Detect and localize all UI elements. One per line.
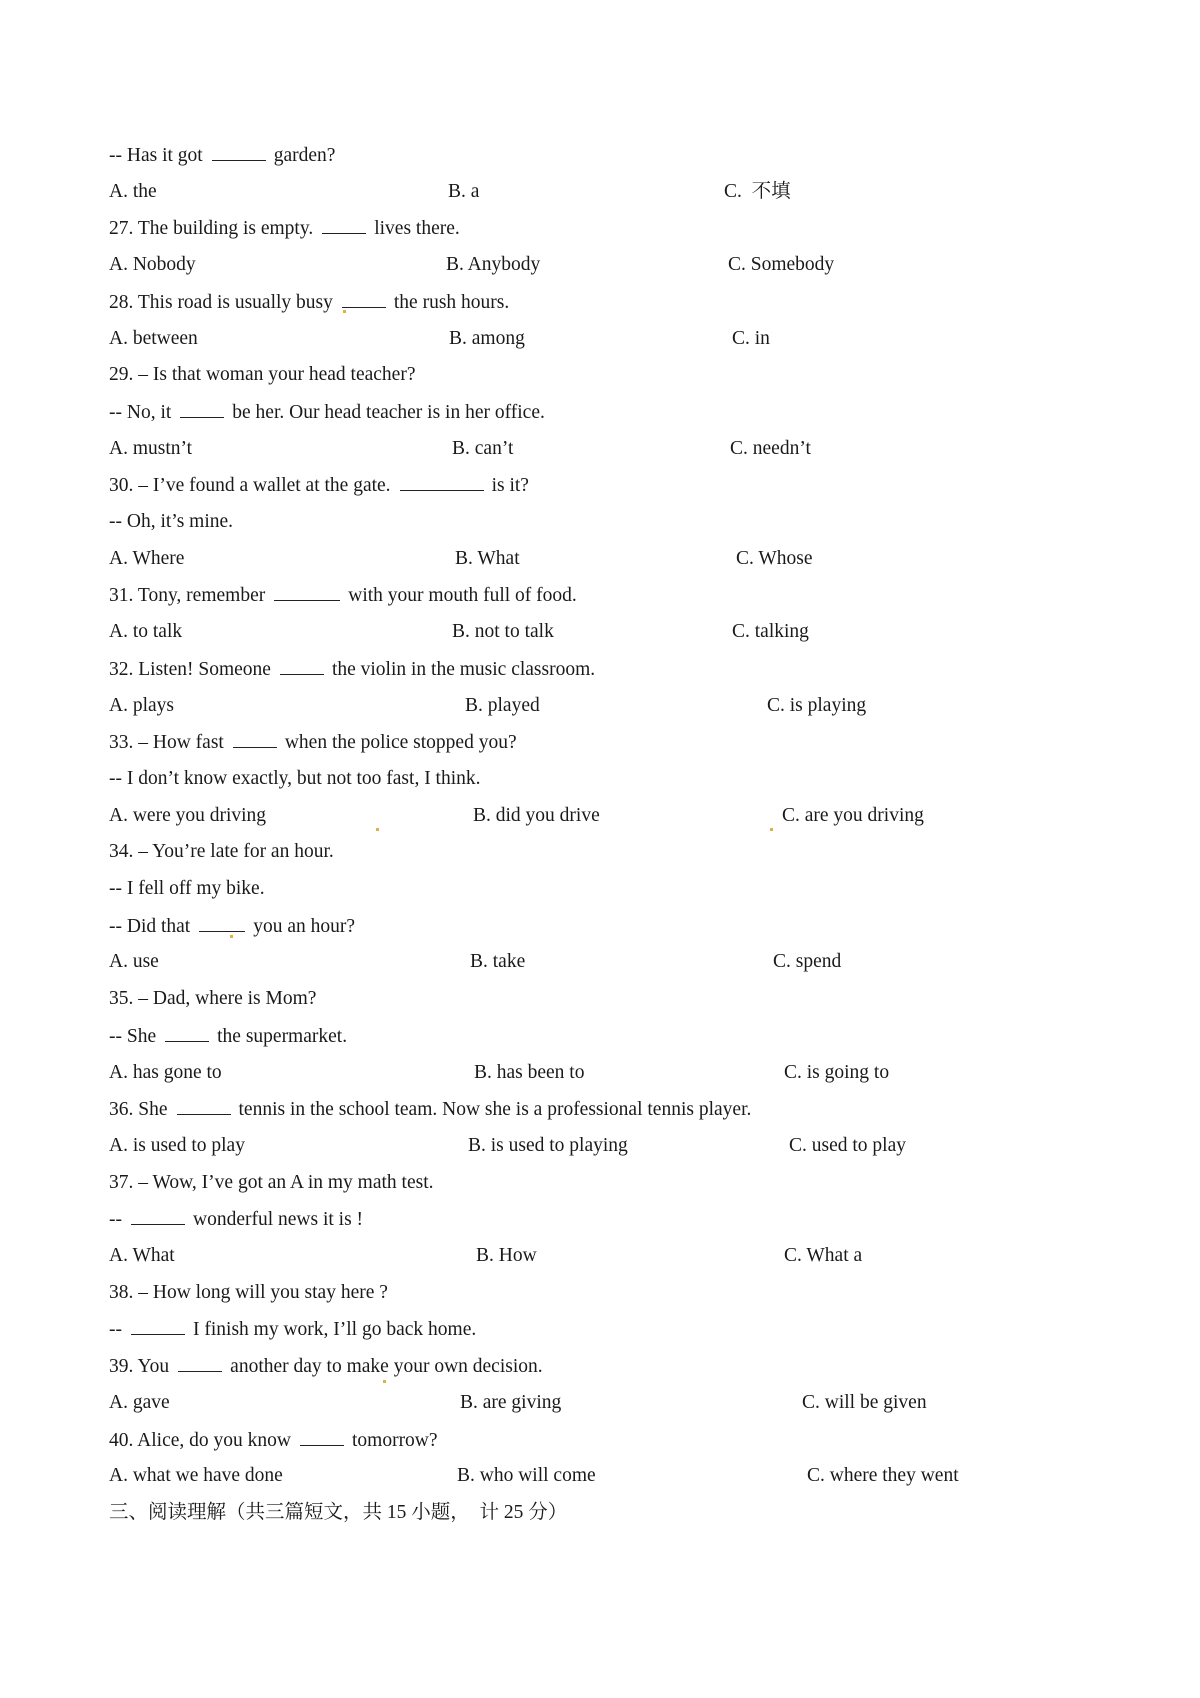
question-text: 28. This road is usually busy [109,292,333,313]
question-line [109,1314,476,1344]
option-a: A. has gone to [109,1062,222,1083]
question-text: 37. – Wow, I’ve got an A in my math test. [109,1172,434,1193]
question-text: -- Has it got [109,145,203,166]
question-text: 38. – How long will you stay here ? [109,1282,388,1303]
option-a: A. what we have done [109,1465,283,1486]
question-line [109,654,595,684]
question-text-after-blank: tomorrow? [351,1430,438,1451]
question-text: -- [109,1209,122,1230]
question-text: 30. – I’ve found a wallet at the gate. [109,475,391,496]
answer-blank [400,470,484,491]
question-line [109,727,517,757]
scan-artifact-dot [343,310,346,313]
question-text: -- Oh, it’s mine. [109,511,234,532]
question-text-after-blank: I finish my work, I’ll go back home. [193,1319,477,1340]
question-line [109,213,460,243]
answer-blank [212,140,266,161]
option-a: A. is used to play [109,1135,245,1156]
answer-blank [180,397,224,418]
question-text: 27. The building is empty. [109,218,314,239]
option-a: A. the [109,181,157,202]
question-text-after-blank: another day to make your own decision. [230,1356,543,1377]
option-a: A. Where [109,548,185,569]
option-c: C. where they went [807,1465,959,1486]
answer-blank [342,287,386,308]
question-line [109,360,415,390]
option-c: C. spend [773,951,842,972]
answer-blank [131,1314,185,1335]
question-text: -- I fell off my bike. [109,878,265,899]
option-b: B. take [470,951,526,972]
question-text-after-blank: when the police stopped you? [284,732,517,753]
answer-blank [131,1204,185,1225]
scan-artifact-dot [376,828,379,831]
option-b: B. did you drive [473,805,600,826]
question-text: -- I don’t know exactly, but not too fast, I think. [109,768,481,789]
answer-blank [199,911,245,932]
option-c: C. used to play [789,1135,906,1156]
question-line [109,764,481,794]
answer-blank [233,727,277,748]
option-b: B. has been to [474,1062,585,1083]
question-line [109,1425,438,1455]
answer-blank [280,654,324,675]
option-a: A. to talk [109,621,183,642]
option-a: A. mustn’t [109,438,193,459]
question-text: 39. You [109,1356,170,1377]
question-line [109,837,334,867]
option-a: A. between [109,328,198,349]
scan-artifact-dot [770,828,773,831]
question-line [109,1094,751,1124]
question-text-after-blank: tennis in the school team. Now she is a professional tennis player. [238,1099,752,1120]
option-b: B. is used to playing [468,1135,628,1156]
question-line [109,1278,388,1308]
option-c: C. is going to [784,1062,890,1083]
option-b: B. a [448,181,480,202]
answer-blank [322,213,366,234]
question-text: 40. Alice, do you know [109,1430,291,1451]
option-a: A. Nobody [109,254,196,275]
question-text-after-blank: the violin in the music classroom. [331,659,596,680]
question-text-after-blank: be her. Our head teacher is in her office. [232,402,545,423]
question-text-after-blank: with your mouth full of food. [348,585,577,606]
question-text-after-blank: garden? [273,145,336,166]
question-text: 35. – Dad, where is Mom? [109,988,317,1009]
question-text: -- Did that [109,916,191,937]
question-text: 31. Tony, remember [109,585,266,606]
scan-artifact-dot [230,935,233,938]
option-c: C. is playing [767,695,867,716]
question-text-after-blank: the supermarket. [217,1026,348,1047]
question-line [109,507,233,537]
question-line [109,1204,363,1234]
answer-blank [178,1351,222,1372]
option-c: C. Somebody [728,254,835,275]
question-line [109,287,509,317]
option-b: B. can’t [452,438,514,459]
option-a: A. plays [109,695,174,716]
question-text: 32. Listen! Someone [109,659,271,680]
option-c: C. What a [784,1245,863,1266]
answer-blank [177,1094,231,1115]
option-b: B. who will come [457,1465,596,1486]
option-a: A. were you driving [109,805,267,826]
question-text-after-blank: is it? [491,475,529,496]
answer-blank [274,580,340,601]
scan-artifact-dot [383,1380,386,1383]
question-line [109,874,265,904]
option-c: C. in [732,328,770,349]
question-text: 33. – How fast [109,732,224,753]
option-c: C. Whose [736,548,813,569]
question-text: 三、阅读理解（共三篇短文，共 15 小题， 计 25 分） [109,1502,568,1523]
option-c: C. talking [732,621,809,642]
option-a: A. What [109,1245,175,1266]
option-c: C. needn’t [730,438,811,459]
question-text: 29. – Is that woman your head teacher? [109,364,416,385]
option-a: A. gave [109,1392,170,1413]
question-text: 34. – You’re late for an hour. [109,841,334,862]
question-text-after-blank: wonderful news it is ! [193,1209,364,1230]
option-b: B. among [449,328,525,349]
question-line [109,984,316,1014]
option-c: C. will be given [802,1392,927,1413]
question-text: -- No, it [109,402,172,423]
question-line [109,1168,433,1198]
option-c: C. 不填 [724,181,791,202]
option-b: B. Anybody [446,254,541,275]
question-line [109,1498,567,1528]
question-line [109,470,529,500]
question-text: 36. She [109,1099,168,1120]
option-b: B. How [476,1245,537,1266]
question-text: -- She [109,1026,157,1047]
answer-blank [300,1425,344,1446]
question-text: -- [109,1319,122,1340]
option-b: B. What [455,548,520,569]
option-c: C. are you driving [782,805,924,826]
question-line [109,397,545,427]
option-b: B. played [465,695,540,716]
question-line [109,140,335,170]
question-text-after-blank: lives there. [374,218,460,239]
option-b: B. not to talk [452,621,554,642]
option-b: B. are giving [460,1392,562,1413]
question-line [109,1351,543,1381]
answer-blank [165,1021,209,1042]
question-text-after-blank: you an hour? [253,916,356,937]
question-line [109,1021,347,1051]
option-a: A. use [109,951,159,972]
question-text-after-blank: the rush hours. [393,292,510,313]
question-line [109,580,577,610]
